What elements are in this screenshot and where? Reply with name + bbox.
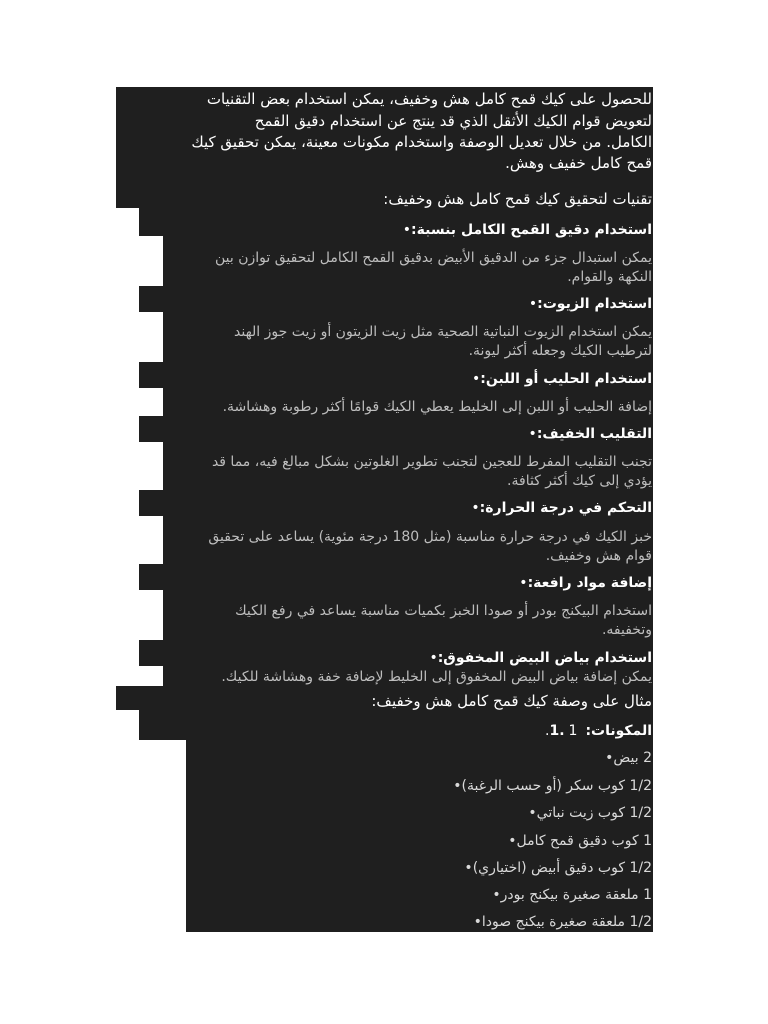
technique-heading: التحكم في درجة الحرارة:•: [471, 500, 652, 516]
technique-body-line: يمكن استخدام الزيوت النباتية الصحية مثل زيت الزيتون أو زيت جوز الهند: [234, 324, 652, 340]
bullet-icon: •: [528, 805, 537, 821]
technique-heading: استخدام دقيق القمح الكامل بنسبة:•: [402, 222, 652, 238]
technique-heading: استخدام الزيوت:•: [528, 296, 652, 312]
bullet-icon: •: [508, 833, 517, 849]
bullet-icon: •: [473, 914, 482, 930]
technique-body-line: يمكن إضافة بياض البيض المخفوق إلى الخليط لإضافة خفة وهشاشة للكيك.: [221, 669, 652, 685]
bullet-icon: •: [472, 371, 481, 387]
bullet-icon: •: [528, 296, 538, 312]
bullet-icon: •: [471, 500, 480, 516]
technique-body-line: قوام هش وخفيف.: [545, 548, 652, 564]
intro-line: لتعويض قوام الكيك الأثقل الذي قد ينتج عن استخدام دقيق القمح: [254, 112, 652, 130]
intro-line: الكامل. من خلال تعديل الوصفة واستخدام مكونات معينة، يمكن تحقيق كيك: [191, 133, 652, 151]
ingredients-number: 1.: [545, 723, 578, 739]
bullet-icon: •: [519, 575, 528, 591]
bullet-icon: •: [492, 887, 501, 903]
technique-body-line: إضافة الحليب أو اللبن إلى الخليط يعطي الكيك قوامًا أكثر رطوبة وهشاشة.: [222, 399, 652, 415]
ingredient-item: 2 بيض•: [605, 750, 652, 766]
ingredient-item: 1/2 كوب زيت نباتي•: [528, 805, 652, 821]
example-title: مثال على وصفة كيك قمح كامل هش وخفيف:: [371, 692, 652, 710]
technique-heading: استخدام بياض البيض المخفوق:•: [429, 650, 652, 666]
technique-heading: إضافة مواد رافعة:•: [519, 575, 652, 591]
intro-line: قمح كامل خفيف وهش.: [505, 154, 652, 172]
technique-body-line: يؤدي إلى كيك أكثر كثافة.: [507, 473, 652, 489]
ingredient-item: 1/2 كوب دقيق أبيض (اختياري)•: [464, 860, 652, 876]
technique-body-line: خبز الكيك في درجة حرارة مناسبة (مثل 180 درجة مئوية) يساعد على تحقيق: [208, 529, 652, 545]
bullet-icon: •: [528, 426, 537, 442]
technique-heading: التقليب الخفيف:•: [528, 426, 652, 442]
technique-body-line: لترطيب الكيك وجعله أكثر ليونة.: [468, 343, 652, 359]
ingredient-item: 1/2 كوب سكر (أو حسب الرغبة)•: [453, 778, 652, 794]
ingredient-item: 1 كوب دقيق قمح كامل•: [508, 833, 652, 849]
techniques-title: تقنيات لتحقيق كيك قمح كامل هش وخفيف:: [383, 190, 652, 208]
technique-heading: استخدام الحليب أو اللبن:•: [472, 371, 652, 387]
technique-body-line: وتخفيفه.: [601, 622, 652, 638]
bullet-icon: •: [402, 222, 412, 238]
intro-line: للحصول على كيك قمح كامل هش وخفيف، يمكن استخدام بعض التقنيات: [206, 90, 652, 108]
ingredient-item: 1/2 ملعقة صغيرة بيكنج صودا•: [473, 914, 652, 930]
technique-body-line: النكهة والقوام.: [567, 269, 652, 285]
ingredients-marker: 1.: [549, 723, 565, 739]
technique-body-line: استخدام البيكنج بودر أو صودا الخبز بكميات مناسبة يساعد في رفع الكيك: [235, 603, 652, 619]
bullet-icon: •: [464, 860, 473, 876]
technique-body-line: يمكن استبدال جزء من الدقيق الأبيض بدقيق القمح الكامل لتحقيق توازن بين: [215, 250, 652, 266]
bullet-icon: •: [605, 750, 614, 766]
technique-body-line: تجنب التقليب المفرط للعجين لتجنب تطوير الغلوتين بشكل مبالغ فيه، مما قد: [211, 454, 652, 470]
ingredients-heading: المكونات:1.1.: [545, 723, 652, 739]
ingredient-item: 1 ملعقة صغيرة بيكنج بودر•: [492, 887, 652, 903]
bullet-icon: •: [429, 650, 438, 666]
bullet-icon: •: [453, 778, 462, 794]
